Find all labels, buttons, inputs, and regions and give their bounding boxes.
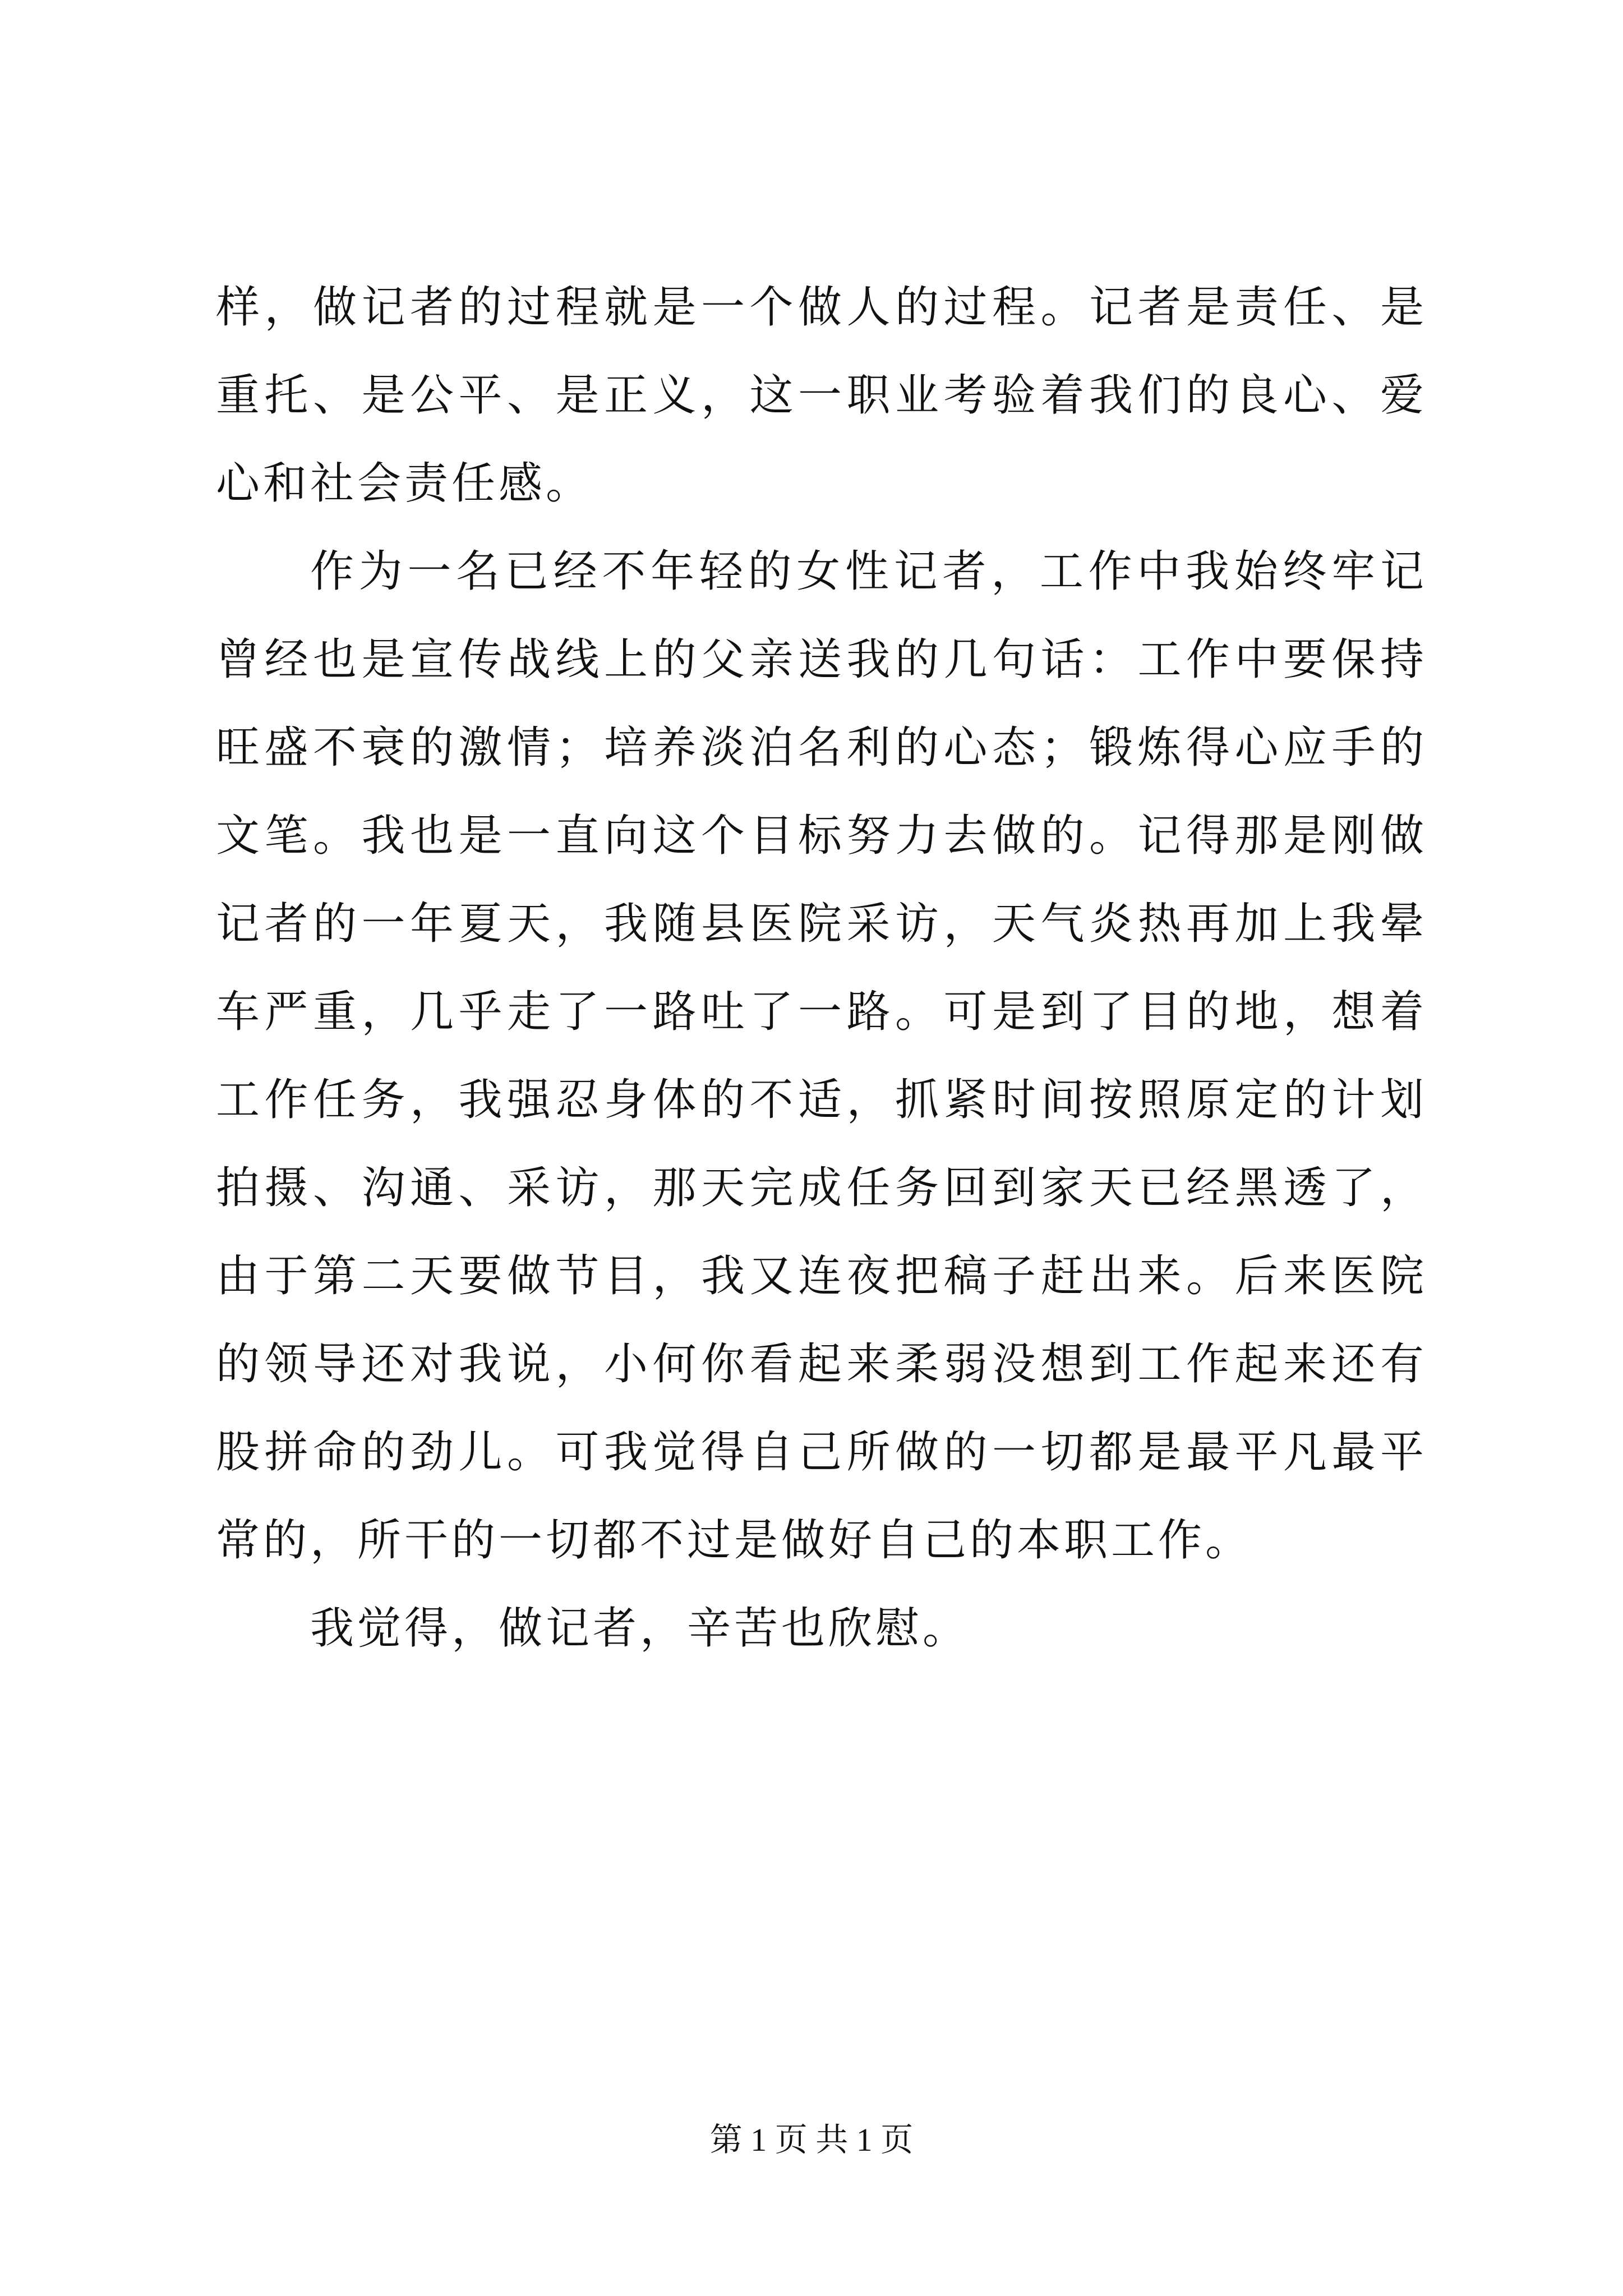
document-body bbox=[216, 264, 1427, 1673]
paragraph-1: 样，做记者的过程就是一个做人的过程。记者是责任、是重托、是公平、是正义，这一职业考验着我们的良心、爱心和社会责任感。 bbox=[216, 282, 1427, 509]
page-footer: 第 1 页 共 1 页 bbox=[709, 2122, 914, 2158]
paragraph-3: 我觉得，做记者，辛苦也欣慰。 bbox=[310, 1603, 970, 1654]
paragraph-2: 作为一名已经不年轻的女性记者，工作中我始终牢记曾经也是宣传战线上的父亲送我的几句话：工作中要保持旺盛不衰的激情；培养淡泊名利的心态；锻炼得心应手的文笔。我也是一直向这个目标努力去做的。记得那是刚做记者的一年夏天，我随县医院采访，天气炎热再加上我晕车严重，几乎走了一路吐了一路。可是到了目的地，想着工作任务，我强忍身体的不适，抓紧时间按照原定的计划拍摄、沟通、采访，那天完成任务回到家天已经黑透了，由于第二天要做节目，我又连夜把稿子赶出来。后来医院的领导还对我说，小何你看起来柔弱没想到工作起来还有股拼命的劲儿。可我觉得自己所做的一切都是最平凡最平常的，所干的一切都不过是做好自己的本职工作。 bbox=[216, 546, 1427, 1566]
